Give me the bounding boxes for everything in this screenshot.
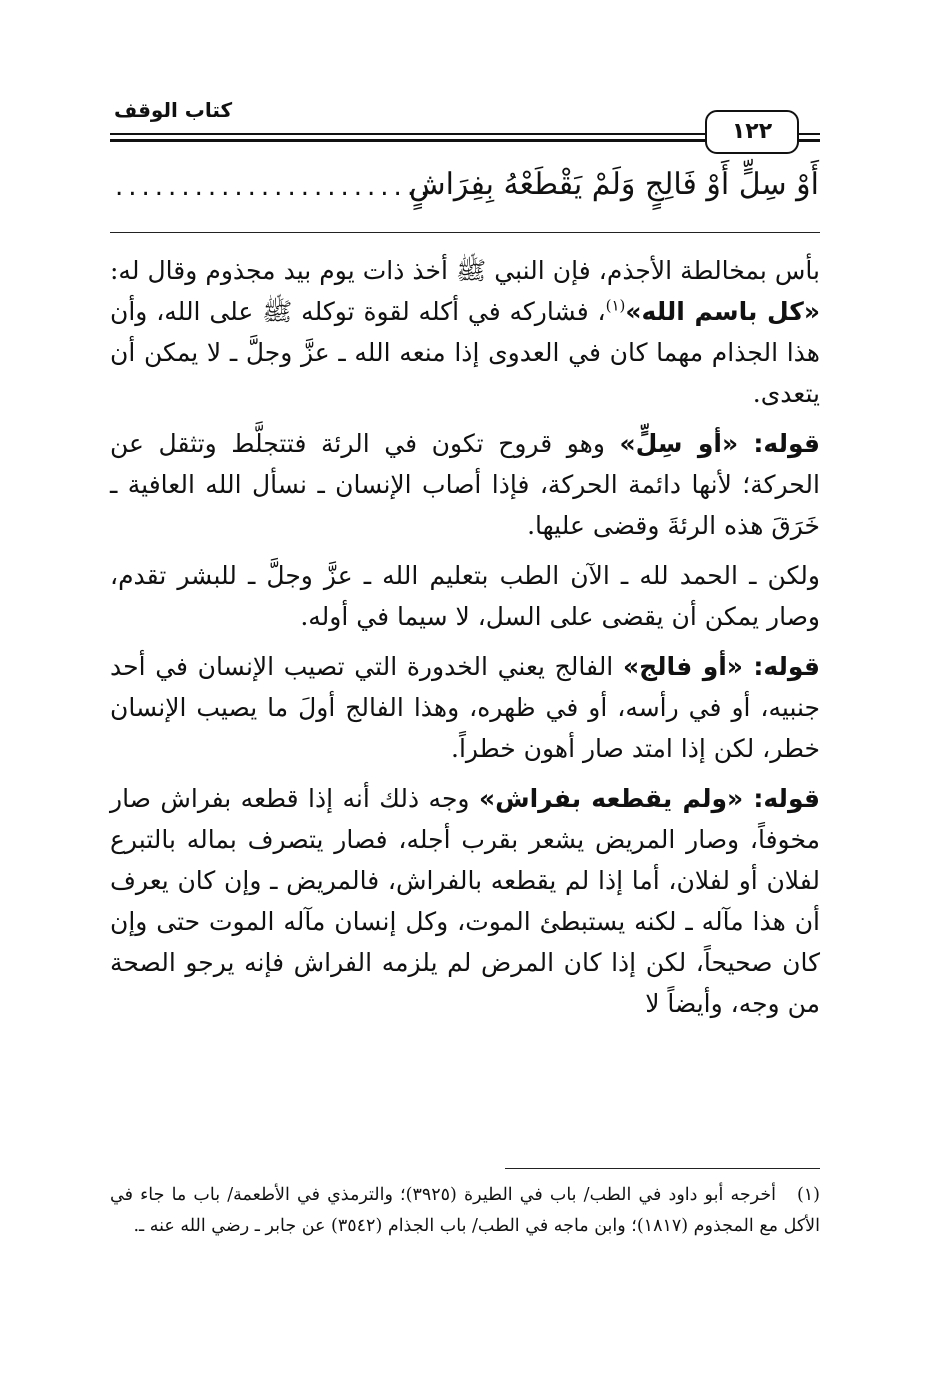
p1-hadith-quote: «كل باسم الله»	[625, 297, 820, 326]
p4-label: قوله: «أو فالج»	[622, 652, 820, 681]
p4-text: الفالج يعني الخدورة التي تصيب الإنسان في أحد جنبيه، أو في رأسه، أو في ظهره، وهذا الفالج أولَ ما يصيب الإنسان خطر، لكن إذا امتد صار أهون خطراً.	[110, 652, 820, 763]
paragraph-3	[110, 555, 820, 637]
p5-label: قوله: «ولم يقطعه بفراش»	[478, 784, 820, 813]
footnote	[110, 1180, 820, 1242]
p3-text: ولكن ـ الحمد لله ـ الآن الطب بتعليم الله ـ عزَّ وجلَّ ـ للبشر تقدم، وصار يمكن أن يقضى على السل، لا سيما في أوله.	[110, 561, 820, 631]
p1-text-start: بأس بمخالطة الأجذم، فإن النبي ﷺ أخذ ذات يوم بيد مجذوم وقال له:	[110, 256, 820, 285]
matn-line: أَوْ سِلٍّ أَوْ فَالِجٍ وَلَمْ يَقْطَعْهُ بِفِرَاشٍ	[408, 167, 819, 202]
book-title: كتاب الوقف	[110, 98, 236, 122]
footnote-number: (١)	[796, 1185, 820, 1205]
paragraph-4	[110, 646, 820, 769]
p1-text-end: ، فشاركه في أكله لقوة توكله ﷺ على الله، وأن هذا الجذام مهما كان في العدوى إذا منعه الله ـ عزَّ وجلَّ ـ لا يمكن أن يتعدى.	[110, 297, 820, 408]
paragraph-2	[110, 423, 820, 546]
p2-text: وهو قروح تكون في الرئة فتتجلَّط وتثقل عن الحركة؛ لأنها دائمة الحركة، فإذا أصاب الإنسان ـ نسأل الله العافية ـ خَرَقَ هذه الرئةَ وقضى عليها.	[110, 429, 820, 540]
footnote-separator	[505, 1168, 820, 1169]
page-number: ١٢٢	[705, 110, 799, 154]
commentary-body	[110, 250, 820, 1033]
p5-text: وجه ذلك أنه إذا قطعه بفراش صار مخوفاً، وصار المريض يشعر بقرب أجله، فصار يتصرف بماله بالتبرع لفلان أو لفلان، أما إذا لم يقطعه بالفراش، فالمريض ـ وإن كان يعرف أن هذا مآله ـ لكنه يستبطئ الموت، وكل إنسان مآله الموت حتى وإن كان صحيحاً، لكن إذا كان المرض لم يلزمه الفراش فإنه يرجو الصحة من وجه، وأيضاً لا	[110, 784, 820, 1018]
footnote-text: أخرجه أبو داود في الطب/ باب في الطيرة (٣٩٢٥)؛ والترمذي في الأطعمة/ باب ما جاء في الأكل مع المجذوم (١٨١٧)؛ وابن ماجه في الطب/ باب الجذام (٣٥٤٢) عن جابر ـ رضي الله عنه ـ.	[110, 1185, 820, 1236]
p2-label: قوله: «أو سِلٍّ»	[619, 429, 821, 458]
footnote-ref[interactable]: (١)	[605, 296, 626, 315]
matn-dots: ........................	[115, 172, 434, 202]
paragraph-1	[110, 250, 820, 414]
matn-separator	[110, 232, 820, 233]
paragraph-5	[110, 778, 820, 1024]
